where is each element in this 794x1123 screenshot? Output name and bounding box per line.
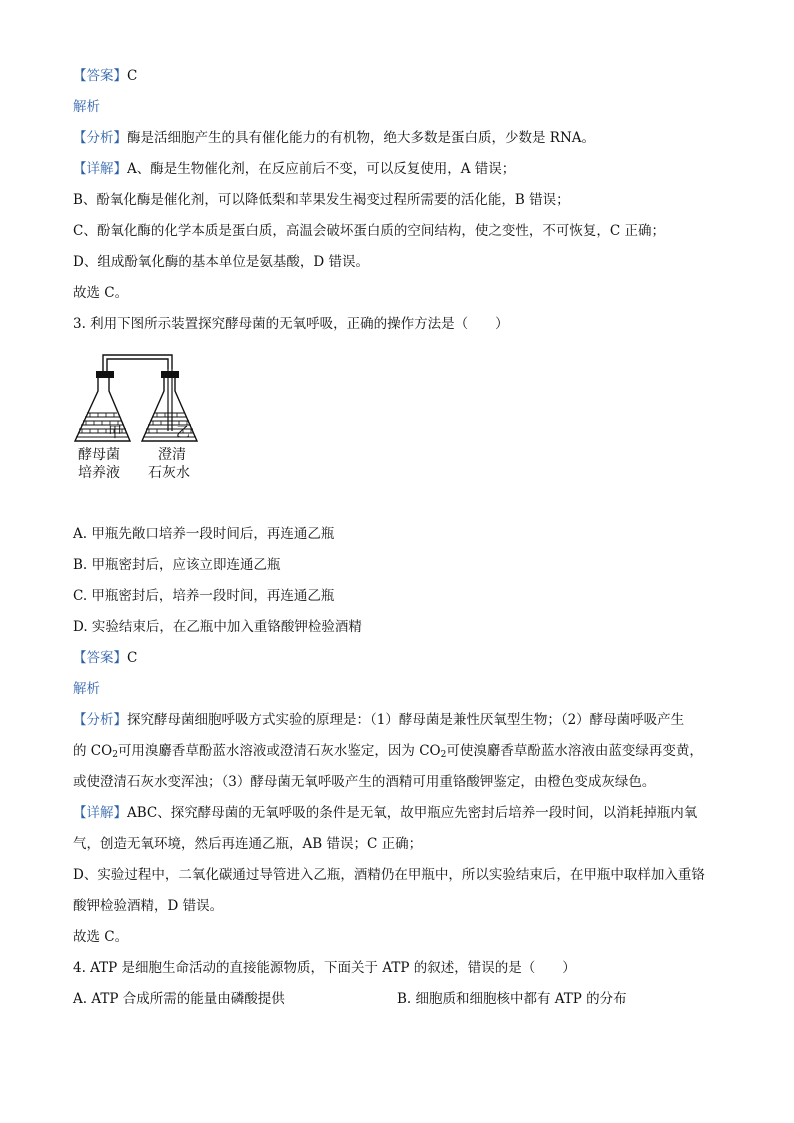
stopper-yi	[161, 371, 179, 378]
fenxi-line2-part-c: 可使溴麝香草酚蓝水溶液由蓝变绿再变黄，	[446, 743, 703, 759]
explanation-line-d: D、组成酚氧化酶的基本单位是氨基酸，D 错误。	[73, 254, 369, 270]
conclusion-3: 故选 C。	[73, 929, 129, 945]
stopper-jia	[96, 371, 114, 378]
answer-tag: 【答案】	[73, 68, 127, 84]
label-jia-line1: 酵母菌	[78, 447, 120, 463]
option-c: C. 甲瓶密封后，培养一段时间，再连通乙瓶	[73, 588, 335, 604]
answer-line-1	[73, 66, 137, 86]
fenxi-line-3-2	[73, 741, 703, 765]
xiangjie-line-3-2: 气，创造无氧环境，然后再连通乙瓶，AB 错误；C 正确；	[73, 836, 423, 852]
q4-option-b: B. 细胞质和细胞核中都有 ATP 的分布	[397, 991, 627, 1007]
fenxi-tag: 【分析】	[73, 130, 127, 146]
answer-value: C	[127, 650, 138, 666]
fenxi-line-3-3: 或使澄清石灰水变浑浊；（3）酵母菌无氧呼吸产生的酒精可用重铬酸钾鉴定，由橙色变成灰绿色。	[73, 774, 656, 790]
q4-option-a: A. ATP 合成所需的能量由磷酸提供	[73, 991, 285, 1007]
xiangjie-tag: 【详解】	[73, 161, 127, 177]
question-4-stem: 4. ATP 是细胞生命活动的直接能源物质，下面关于 ATP 的叙述，错误的是（ ）	[73, 960, 576, 976]
flask-yi	[142, 371, 197, 441]
fenxi-tag: 【分析】	[73, 712, 127, 728]
label-jia-line2: 培养液	[78, 465, 120, 481]
co2-subscript: 2	[112, 750, 118, 760]
analysis-label-1: 解析	[73, 99, 100, 115]
fenxi-text: 酶是活细胞产生的具有催化能力的有机物，绝大多数是蛋白质，少数是 RNA。	[127, 130, 596, 146]
xiangjie-text: ABC、探究酵母菌的无氧呼吸的条件是无氧，故甲瓶应先密封后培养一段时间，以消耗掉瓶内氧	[127, 805, 698, 821]
explanation-line-c: C、酚氧化酶的化学本质是蛋白质，高温会破坏蛋白质的空间结构，使之变性，不可恢复，C 正确；	[73, 223, 665, 239]
answer-tag: 【答案】	[73, 650, 127, 666]
fenxi-line-3-1	[73, 710, 684, 730]
conclusion-1: 故选 C。	[73, 285, 129, 301]
answer-value: C	[127, 68, 138, 84]
flask-jia	[75, 371, 130, 441]
fenxi-line2-part-b: 可用溴麝香草酚蓝水溶液或澄清石灰水鉴定，因为 CO	[117, 743, 441, 759]
option-b: B. 甲瓶密封后，应该立即连通乙瓶	[73, 557, 281, 573]
fenxi-line-1	[73, 128, 595, 148]
fenxi-text: 探究酵母菌细胞呼吸方式实验的原理是：（1）酵母菌是兼性厌氧型生物；（2）酵母菌呼吸产生	[127, 712, 685, 728]
xiangjie-text: A、酶是生物催化剂，在反应前后不变，可以反复使用，A 错误；	[127, 161, 516, 177]
answer-line-3	[73, 648, 137, 668]
label-yi-line2: 石灰水	[148, 465, 190, 481]
option-d: D. 实验结束后，在乙瓶中加入重铬酸钾检验酒精	[73, 619, 362, 635]
yeast-respiration-apparatus-figure	[70, 343, 210, 493]
option-a: A. 甲瓶先敞口培养一段时间后，再连通乙瓶	[73, 526, 335, 542]
flask-jia-mark: 甲	[108, 425, 122, 441]
xiangjie-line-3-3: D、实验过程中，二氧化碳通过导管进入乙瓶，酒精仍在甲瓶中，所以实验结束后，在甲瓶中取样加入重铬	[73, 867, 705, 883]
xiangjie-line-3-1	[73, 803, 697, 823]
co2-subscript: 2	[440, 750, 447, 760]
flask-yi-mark: 乙	[176, 425, 190, 441]
apparatus-diagram	[70, 343, 210, 493]
xiangjie-tag: 【详解】	[73, 805, 127, 821]
analysis-label-3: 解析	[73, 681, 100, 697]
xiangjie-line-3-4: 酸钾检验酒精，D 错误。	[73, 898, 224, 914]
xiangjie-line-1	[73, 159, 515, 179]
fenxi-line2-part-a: 的 CO	[73, 743, 113, 759]
label-yi-line1: 澄清	[158, 447, 186, 463]
question-3-stem: 3. 利用下图所示装置探究酵母菌的无氧呼吸，正确的操作方法是（ ）	[73, 316, 509, 332]
explanation-line-b: B、酚氧化酶是催化剂，可以降低梨和苹果发生褐变过程所需要的活化能，B 错误；	[73, 192, 570, 208]
